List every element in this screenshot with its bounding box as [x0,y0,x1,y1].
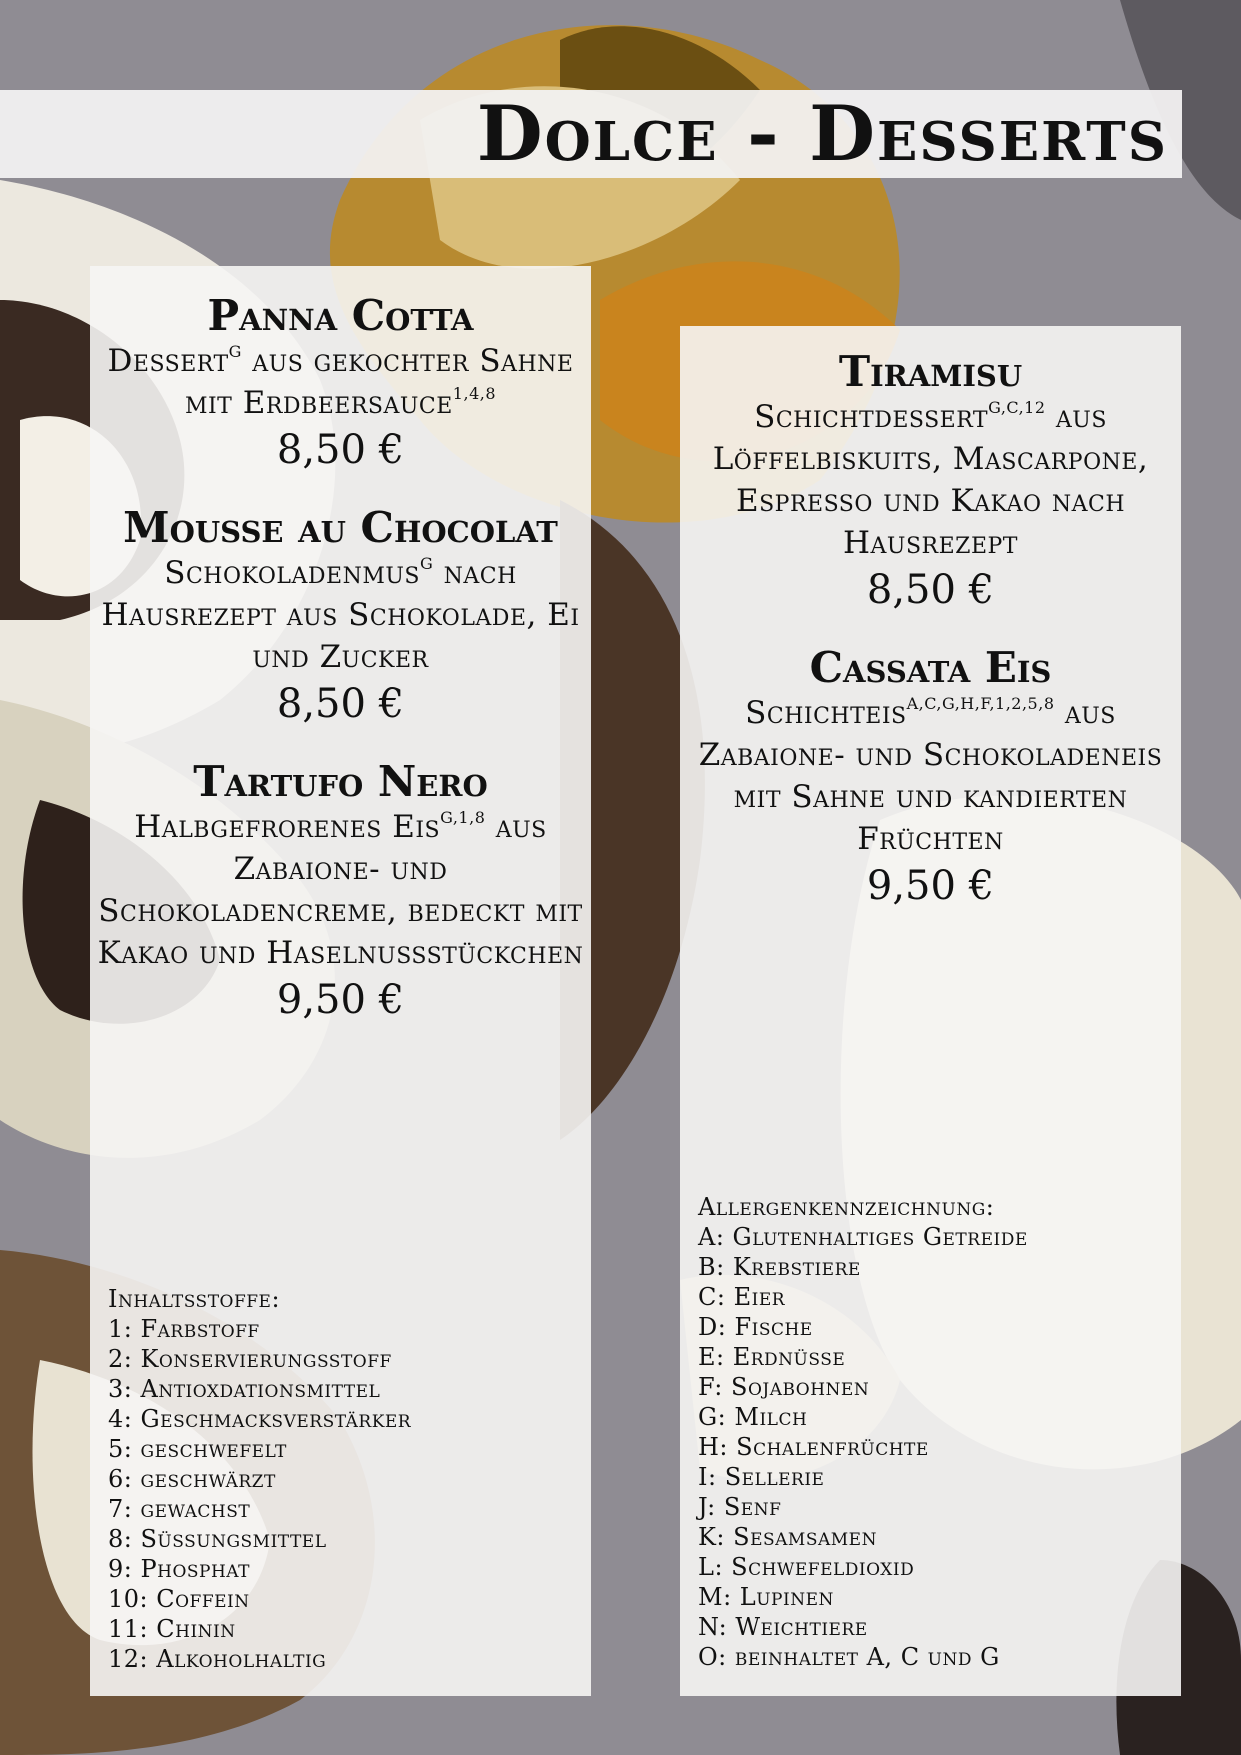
menu-item [680,348,1181,614]
ingredient-entry: 5: geschwefelt [108,1435,287,1463]
menu-item-name: Panna Cotta [207,291,474,340]
allergen-superscript: G,1,8 [440,808,486,827]
menu-item-price: 8,50 € [276,681,405,727]
ingredient-entry: 11: Chinin [108,1615,236,1643]
ingredients-list [108,1314,412,1673]
allergen-entry: M: Lupinen [698,1583,834,1611]
allergens-legend [698,1192,1028,1671]
allergens-heading: Allergenkennzeichnung: [698,1193,995,1221]
menu-item [90,292,591,474]
ingredient-entry: 9: Phosphat [108,1555,250,1583]
allergen-entry: B: Krebstiere [698,1253,861,1281]
menu-item-price: 9,50 € [276,977,405,1023]
menu-item-description [680,396,1181,564]
menu-item-name: Mousse au Chocolat [123,503,558,552]
ingredient-entry: 1: Farbstoff [108,1315,260,1343]
ingredients-legend [108,1284,412,1673]
description-text: Halbgefrorenes Eis [134,809,441,845]
allergen-superscript: G [228,342,242,361]
menu-item-description [90,806,591,974]
left-menu-panel [90,266,591,1696]
description-text: aus Löffelbiskuits, Mascarpone, Espresso und Kakao nach Hausrezept [712,399,1149,561]
ingredient-entry: 6: geschwärzt [108,1465,276,1493]
description-text: aus Zabaione- und Schokoladeneis mit Sahne und kandierten Früchten [698,695,1163,857]
allergen-entry: D: Fische [698,1313,813,1341]
menu-item-description [90,552,591,678]
allergen-entry: C: Eier [698,1283,786,1311]
allergen-entry: K: Sesamsamen [698,1523,877,1551]
description-text: Schokoladenmus [164,555,420,591]
allergen-entry: E: Erdnüsse [698,1343,846,1371]
allergen-entry: L: Schwefeldioxid [698,1553,915,1581]
description-text: Dessert [107,343,229,379]
allergen-entry: J: Senf [698,1493,782,1521]
right-menu-panel [680,326,1181,1696]
ingredients-heading: Inhaltsstoffe: [108,1285,281,1313]
allergen-superscript: G,C,12 [988,398,1046,417]
allergen-entry: G: Milch [698,1403,808,1431]
page-title: Dolce - Desserts [476,89,1168,178]
menu-item-name: Tiramisu [838,347,1023,396]
menu-item-name: Cassata Eis [809,643,1052,692]
allergens-list [698,1222,1028,1671]
allergen-entry: I: Sellerie [698,1463,825,1491]
menu-item-name: Tartufo Nero [193,757,488,806]
menu-item-price: 8,50 € [276,427,405,473]
allergen-entry: A: Glutenhaltiges Getreide [698,1223,1028,1251]
allergen-superscript: G [419,554,434,573]
ingredient-entry: 12: Alkoholhaltig [108,1645,327,1673]
menu-item [90,504,591,728]
menu-item-price: 8,50 € [866,567,995,613]
menu-item-price: 9,50 € [866,863,995,909]
allergen-entry: O: beinhaltet A, C und G [698,1643,1000,1671]
menu-item-description [680,692,1181,860]
ingredient-entry: 2: Konservierungsstoff [108,1345,392,1373]
menu-item [680,644,1181,910]
left-menu-items [90,266,591,1024]
menu-item-description [90,340,591,424]
description-text: aus Zabaione- und Schokoladencreme, bedeckt mit Kakao und Haselnussstückchen [97,809,584,971]
allergen-entry: N: Weichtiere [698,1613,868,1641]
ingredient-entry: 7: gewachst [108,1495,251,1523]
allergen-superscript: 1,4,8 [452,384,497,403]
menu-item [90,758,591,1024]
right-menu-items [680,326,1181,910]
ingredient-entry: 10: Coffein [108,1585,250,1613]
allergen-superscript: A,C,G,H,F,1,2,5,8 [906,694,1055,713]
ingredient-entry: 3: Antioxdationsmittel [108,1375,381,1403]
ingredient-entry: 4: Geschmacksverstärker [108,1405,412,1433]
description-text: nach Hausrezept aus Schokolade, Ei und Zucker [101,555,580,675]
allergen-entry: H: Schalenfrüchte [698,1433,929,1461]
allergen-entry: F: Sojabohnen [698,1373,870,1401]
ingredient-entry: 8: Süssungsmittel [108,1525,327,1553]
description-text: Schichteis [745,695,907,731]
description-text: Schichtdessert [754,399,989,435]
title-bar [0,90,1182,178]
description-text: aus gekochter Sahne mit Erdbeersauce [184,343,574,421]
